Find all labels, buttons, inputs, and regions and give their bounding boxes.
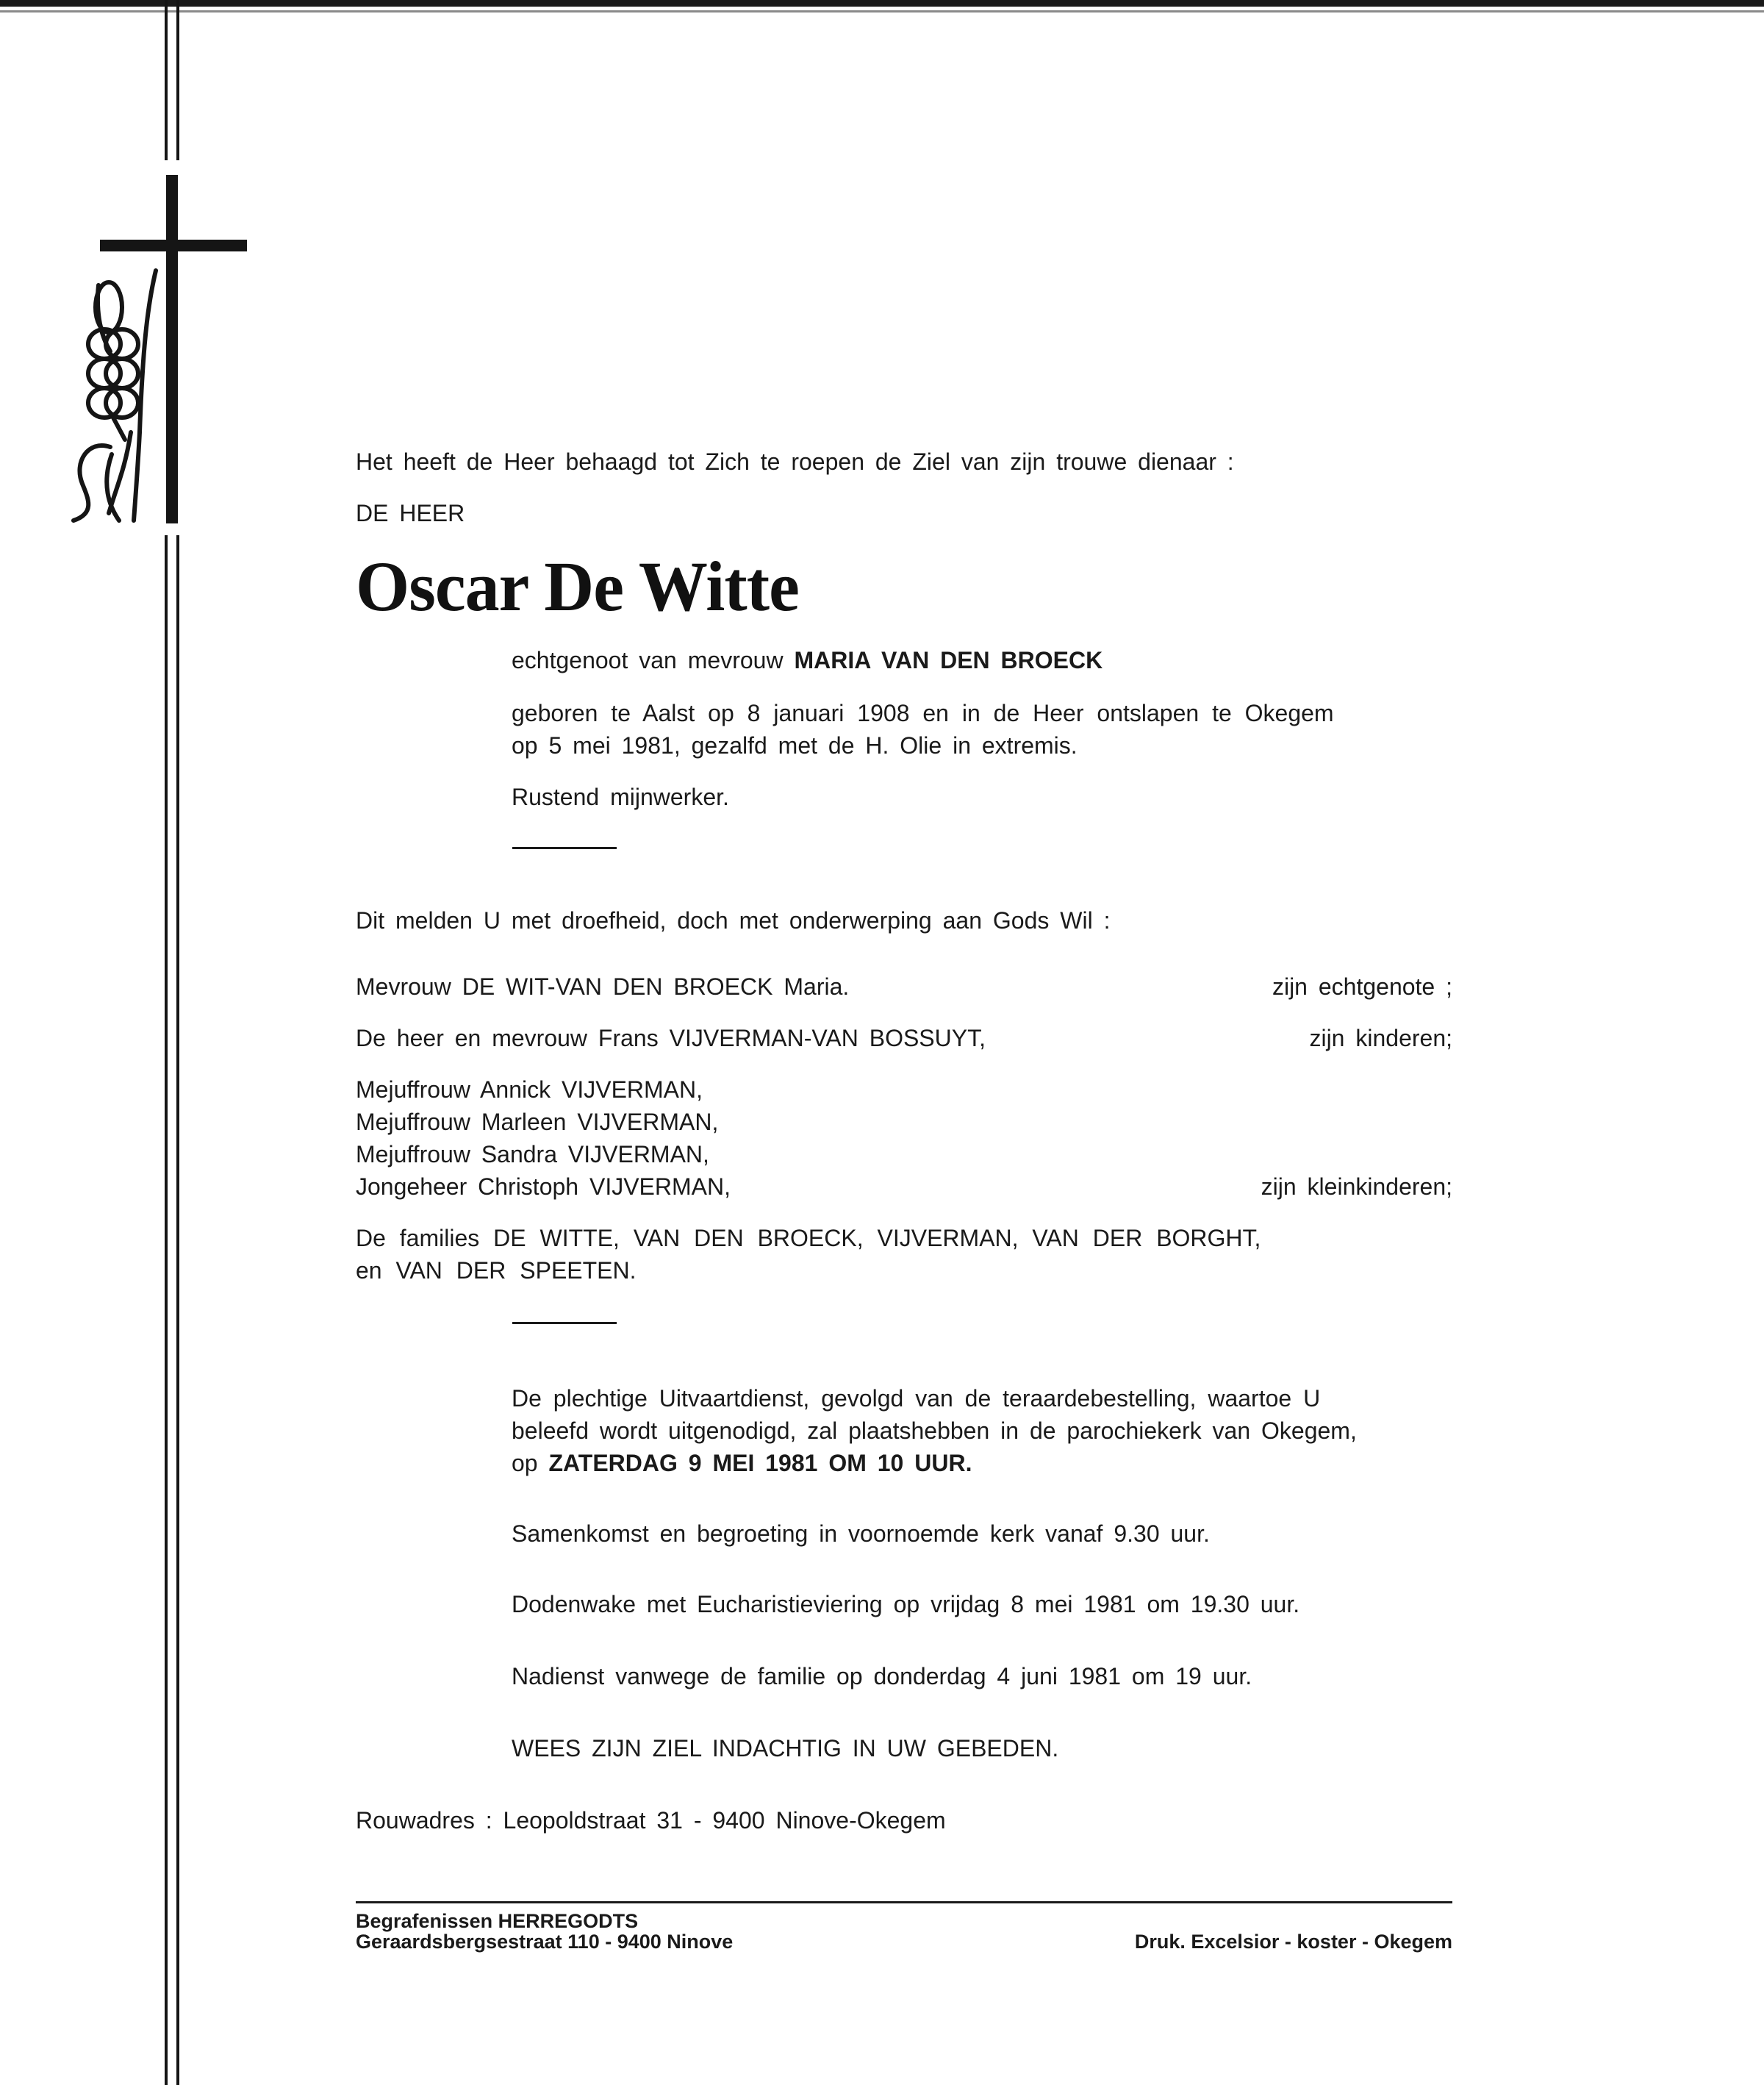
- service-line-3: [512, 1447, 972, 1479]
- footer-rule: [356, 1901, 1452, 1903]
- printer-credit: Druk. Excelsior - koster - Okegem: [1134, 1931, 1452, 1953]
- grandchildren-relation: zijn kleinkinderen;: [1261, 1173, 1452, 1200]
- funeral-home: Begrafenissen HERREGODTS: [356, 1910, 639, 1932]
- grandchild-item: Mejuffrouw Marleen VIJVERMAN,: [356, 1109, 719, 1135]
- divider-1: [512, 847, 617, 849]
- intro-text: Het heeft de Heer behaagd tot Zich te roepen de Ziel van zijn trouwe dienaar :: [356, 448, 1234, 475]
- double-line-top: [165, 0, 179, 160]
- mourner-relation: zijn echtgenote ;: [1272, 973, 1452, 1000]
- mourner-relation: zijn kinderen;: [1309, 1025, 1452, 1051]
- families-line-1: De families DE WITTE, VAN DEN BROECK, VIJVERMAN, VAN DER BORGHT,: [356, 1225, 1261, 1251]
- occupation-text: Rustend mijnwerker.: [512, 784, 729, 810]
- mourner-name: Mevrouw DE WIT-VAN DEN BROECK Maria.: [356, 973, 850, 1000]
- service-line-1: De plechtige Uitvaartdienst, gevolgd van de teraardebestelling, waartoe U: [512, 1385, 1321, 1412]
- gathering-text: Samenkomst en begroeting in voornoemde kerk vanaf 9.30 uur.: [512, 1520, 1210, 1547]
- service-line-2: beleefd wordt uitgenodigd, zal plaatshebben in de parochiekerk van Okegem,: [512, 1417, 1357, 1444]
- cross-horizontal-bar: [100, 240, 247, 251]
- birth-line-1: geboren te Aalst op 8 januari 1908 en in de Heer ontslapen te Okegem: [512, 700, 1334, 726]
- spouse-line: [512, 644, 1102, 676]
- announce-text: Dit melden U met droefheid, doch met onderwerping aan Gods Wil :: [356, 907, 1111, 934]
- memorial-text: Nadienst vanwege de familie op donderdag 4 juni 1981 om 19 uur.: [512, 1663, 1252, 1689]
- wheat-icon: [66, 263, 176, 528]
- deceased-name: Oscar De Witte: [356, 547, 799, 626]
- top-border-thin: [0, 10, 1764, 12]
- service-date: ZATERDAG 9 MEI 1981 OM 10 UUR.: [548, 1450, 972, 1476]
- address-text: Rouwadres : Leopoldstraat 31 - 9400 Ninove-Okegem: [356, 1807, 946, 1834]
- prayer-text: WEES ZIJN ZIEL INDACHTIG IN UW GEBEDEN.: [512, 1735, 1059, 1762]
- spouse-prefix: echtgenoot van mevrouw: [512, 647, 784, 673]
- double-line-bottom: [165, 535, 179, 2085]
- spouse-name: MARIA VAN DEN BROECK: [794, 647, 1103, 673]
- funeral-address: Geraardsbergsestraat 110 - 9400 Ninove: [356, 1931, 734, 1953]
- grandchild-item: Jongeheer Christoph VIJVERMAN,: [356, 1173, 731, 1200]
- mourner-name: De heer en mevrouw Frans VIJVERMAN-VAN BOSSUYT,: [356, 1025, 986, 1051]
- birth-line-2: op 5 mei 1981, gezalfd met de H. Olie in extremis.: [512, 732, 1078, 759]
- grandchild-item: Mejuffrouw Annick VIJVERMAN,: [356, 1076, 703, 1103]
- service-prefix: op: [512, 1450, 538, 1476]
- divider-2: [512, 1322, 617, 1324]
- title-text: DE HEER: [356, 500, 465, 526]
- top-border: [0, 0, 1764, 7]
- vigil-text: Dodenwake met Eucharistieviering op vrijdag 8 mei 1981 om 19.30 uur.: [512, 1591, 1300, 1617]
- grandchild-item: Mejuffrouw Sandra VIJVERMAN,: [356, 1141, 709, 1167]
- families-line-2: en VAN DER SPEETEN.: [356, 1257, 637, 1284]
